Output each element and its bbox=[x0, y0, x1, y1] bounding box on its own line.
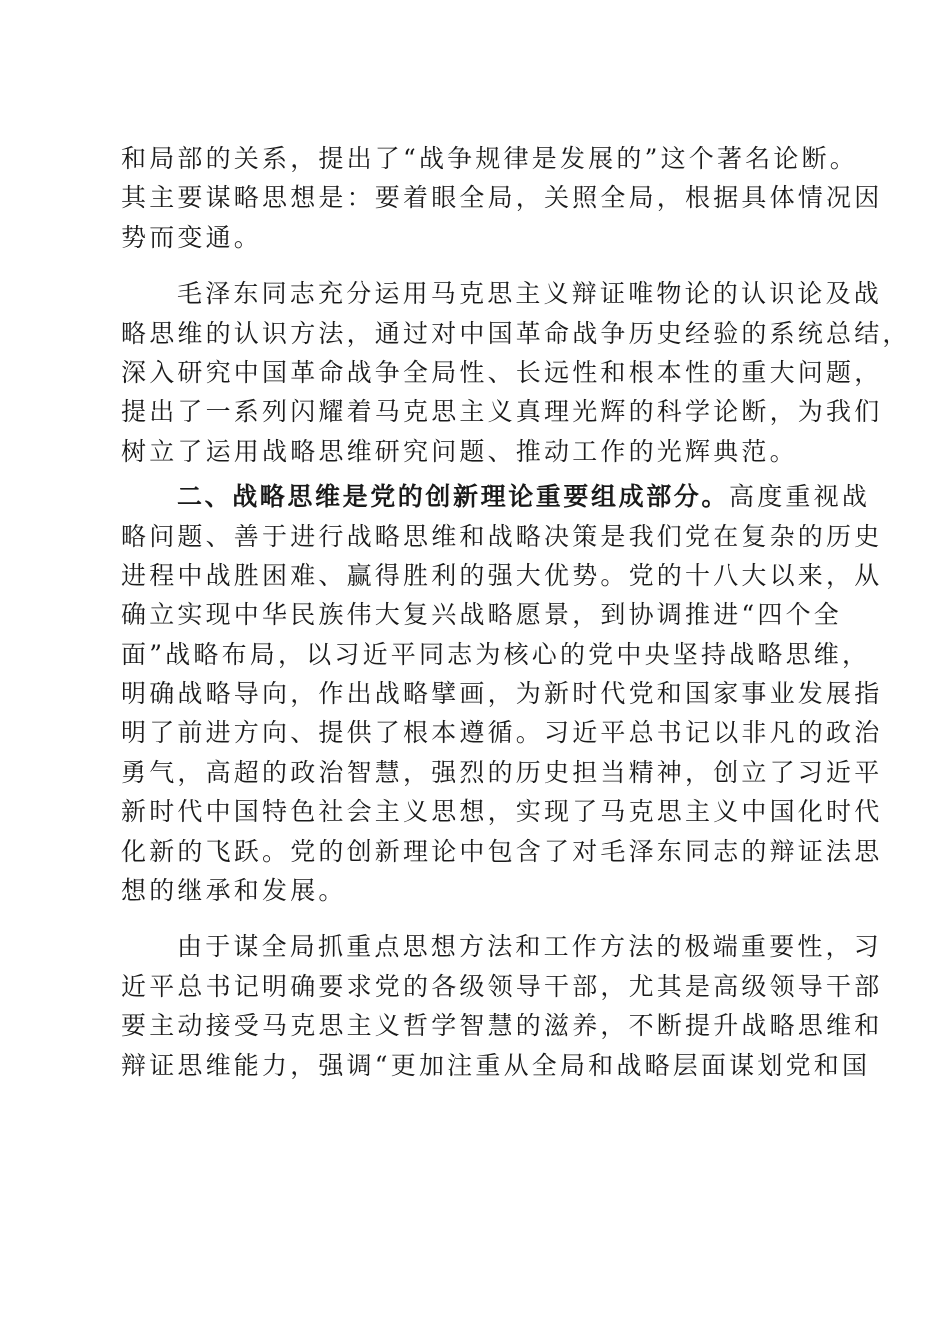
paragraph-first-line bbox=[121, 477, 871, 516]
paragraph-line: 和局部的关系，提出了“战争规律是发展的”这个著名论断。 bbox=[121, 144, 858, 173]
paragraph-2 bbox=[121, 274, 911, 471]
paragraph-line: 树立了运用战略思维研究问题、推动工作的光辉典范。 bbox=[121, 436, 798, 466]
paragraph-line: 略问题、善于进行战略思维和战略决策是我们党在复杂的历史 bbox=[121, 521, 883, 551]
paragraph-line: 深入研究中国革命战争全局性、长远性和根本性的重大问题， bbox=[121, 357, 883, 387]
paragraph-3 bbox=[121, 477, 883, 910]
paragraph-line: 辩证思维能力，强调“更加注重从全局和战略层面谋划党和国 bbox=[121, 1050, 871, 1080]
paragraph-line: 想的继承和发展。 bbox=[121, 876, 347, 906]
paragraph-4 bbox=[121, 927, 883, 1085]
paragraph-line: 明了前进方向、提供了根本遵循。习近平总书记以非凡的政治 bbox=[121, 718, 883, 748]
paragraph-line: 提出了一系列闪耀着马克思主义真理光辉的科学论断，为我们 bbox=[121, 397, 883, 427]
paragraph-line: 略思维的认识方法，通过对中国革命战争历史经验的系统总结， bbox=[121, 318, 911, 348]
paragraph-line: 近平总书记明确要求党的各级领导干部，尤其是高级领导干部 bbox=[121, 971, 883, 1001]
paragraph-line-rest: 高度重视战 bbox=[729, 482, 871, 512]
paragraph-line: 势而变通。 bbox=[121, 222, 263, 252]
paragraph-line: 化新的飞跃。党的创新理论中包含了对毛泽东同志的辩证法思 bbox=[121, 836, 883, 866]
paragraph-line: 确立实现中华民族伟大复兴战略愿景，到协调推进“四个全 bbox=[121, 600, 842, 630]
paragraph-line: 要主动接受马克思主义哲学智慧的滋养，不断提升战略思维和 bbox=[121, 1011, 883, 1041]
paragraph-line: 面”战略布局，以习近平同志为核心的党中央坚持战略思维， bbox=[121, 639, 871, 669]
paragraph-1 bbox=[121, 139, 883, 257]
paragraph-line: 新时代中国特色社会主义思想，实现了马克思主义中国化时代 bbox=[121, 797, 883, 827]
paragraph-line: 勇气，高超的政治智慧，强烈的历史担当精神，创立了习近平 bbox=[121, 757, 883, 787]
paragraph-line: 其主要谋略思想是：要着眼全局，关照全局，根据具体情况因 bbox=[121, 183, 883, 213]
paragraph-line: 由于谋全局抓重点思想方法和工作方法的极端重要性，习 bbox=[177, 932, 883, 962]
paragraph-line: 明确战略导向，作出战略擘画，为新时代党和国家事业发展指 bbox=[121, 679, 883, 709]
paragraph-line: 进程中战胜困难、赢得胜利的强大优势。党的十八大以来，从 bbox=[121, 560, 883, 590]
section-heading: 二、战略思维是党的创新理论重要组成部分。 bbox=[177, 482, 730, 512]
paragraph-line: 毛泽东同志充分运用马克思主义辩证唯物论的认识论及战 bbox=[177, 279, 883, 309]
document-body bbox=[121, 139, 911, 1085]
